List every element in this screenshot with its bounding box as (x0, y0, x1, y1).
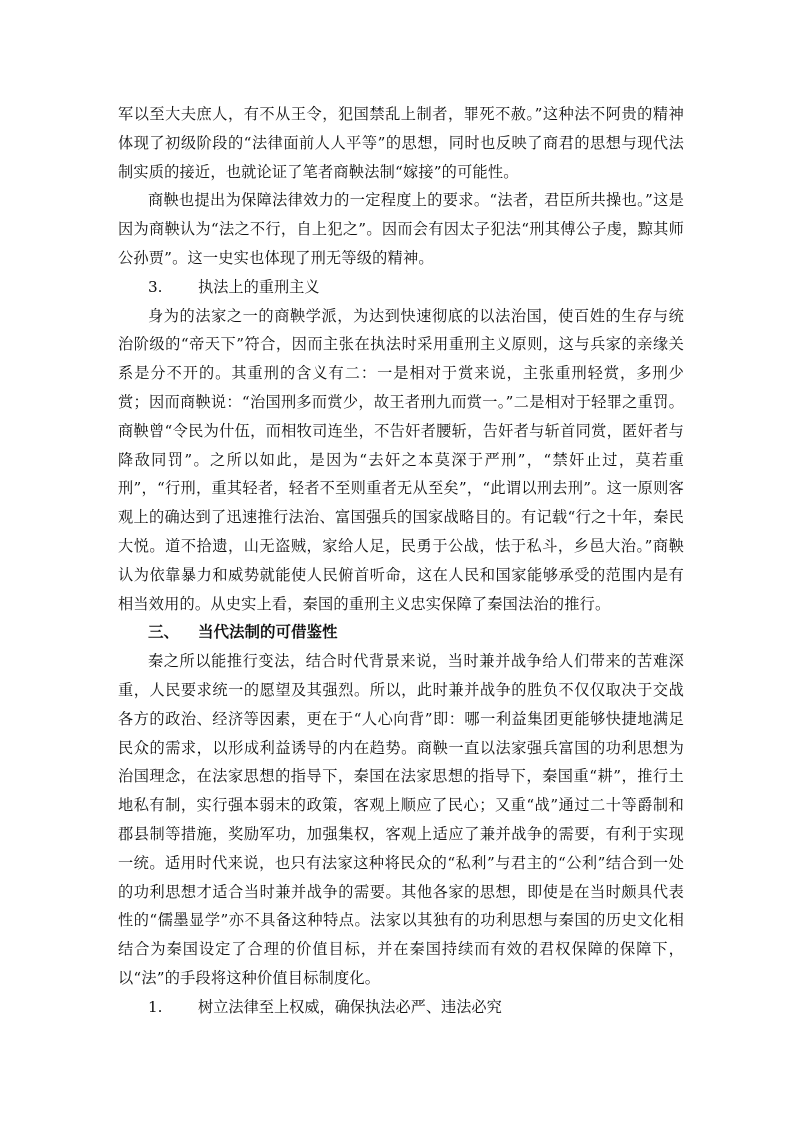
subheading-number: 1. (148, 997, 163, 1016)
paragraph-2: 商鞅也提出为保障法律效力的一定程度上的要求。“法者，君臣所共操也。”这是因为商鞅认为“法之不行，自上犯之”。因而会有因太子犯法“刑其傅公子虔，黥其师公孙贾”。这一史实也体现了刑无等级的精神。 (118, 191, 684, 267)
subheading-law-authority (118, 993, 684, 1022)
paragraph-1: 军以至大夫庶人，有不从王令，犯国禁乱上制者，罪死不赦。”这种法不阿贵的精神体现了初级阶段的“法律面前人人平等”的思想，同时也反映了商君的思想与现代法制实质的接近，也就论证了笔者商鞅法制“嫁接”的可能性。 (118, 105, 684, 181)
subheading-number: 3. (148, 277, 163, 296)
subheading-text: 执法上的重刑主义 (198, 277, 320, 296)
paragraph-4: 秦之所以能推行变法，结合时代背景来说，当时兼并战争给人们带来的苦难深重，人民要求统一的愿望及其强烈。所以，此时兼并战争的胜负不仅仅取决于交战各方的政治、经济等因素，更在于“人心向背”即：哪一利益集团更能够快捷地满足民众的需求，以形成利益诱导的内在趋势。商鞅一直以法家强兵富国的功利思想为治国理念，在法家思想的指导下，秦国在法家思想的指导下，秦国重“耕”，推行土地私有制，实行强本弱末的政策，客观上顺应了民心；又重“战”通过二十等爵制和郡县制等措施，奖励军功，加强集权，客观上适应了兼并战争的需要，有利于实现一统。适用时代来说，也只有法家这种将民众的“私利”与君主的“公利”结合到一处的功利思想才适合当时兼并战争的需要。其他各家的思想，即使是在当时颇具代表性的“儒墨显学”亦不具备这种特点。法家以其独有的功利思想与秦国的历史文化相结合为秦国设定了合理的价值目标，并在秦国持续而有效的君权保障的保障下，以“法”的手段将这种价值目标制度化。 (118, 652, 684, 987)
document-body (118, 100, 684, 1022)
subheading-text: 树立法律至上权威，确保执法必严、违法必究 (198, 997, 502, 1016)
paragraph-3: 身为的法家之一的商鞅学派，为达到快速彻底的以法治国，使百姓的生存与统治阶级的“帝天下”符合，因而主张在执法时采用重刑主义原则，这与兵家的亲缘关系是分不开的。其重刑的含义有二：一是相对于赏来说，主张重刑轻赏，多刑少赏；因而商鞅说：“治国刑多而赏少，故王者刑九而赏一。”二是相对于轻罪之重罚。商鞅曾“令民为什伍，而相牧司连坐，不告奸者腰斩，告奸者与斩首同赏，匿奸者与降敌同罚”。之所以如此，是因为“去奸之本莫深于严刑”，“禁奸止过，莫若重刑”，“行刑，重其轻者，轻者不至则重者无从至矣”，“此谓以刑去刑”。这一原则客观上的确达到了迅速推行法治、富国强兵的国家战略目的。有记载“行之十年，秦民大悦。道不拾遗，山无盗贼，家给人足，民勇于公战，怯于私斗，乡邑大治。”商鞅认为依靠暴力和威势就能使人民俯首听命，这在人民和国家能够承受的范围内是有相当效用的。从史实上看，秦国的重刑主义忠实保障了秦国法治的推行。 (118, 306, 684, 613)
subheading-execution-heavy-penalty (118, 273, 684, 302)
section-heading-contemporary (118, 618, 684, 647)
section-number: 三、 (148, 623, 180, 642)
section-text: 当代法制的可借鉴性 (198, 623, 338, 642)
